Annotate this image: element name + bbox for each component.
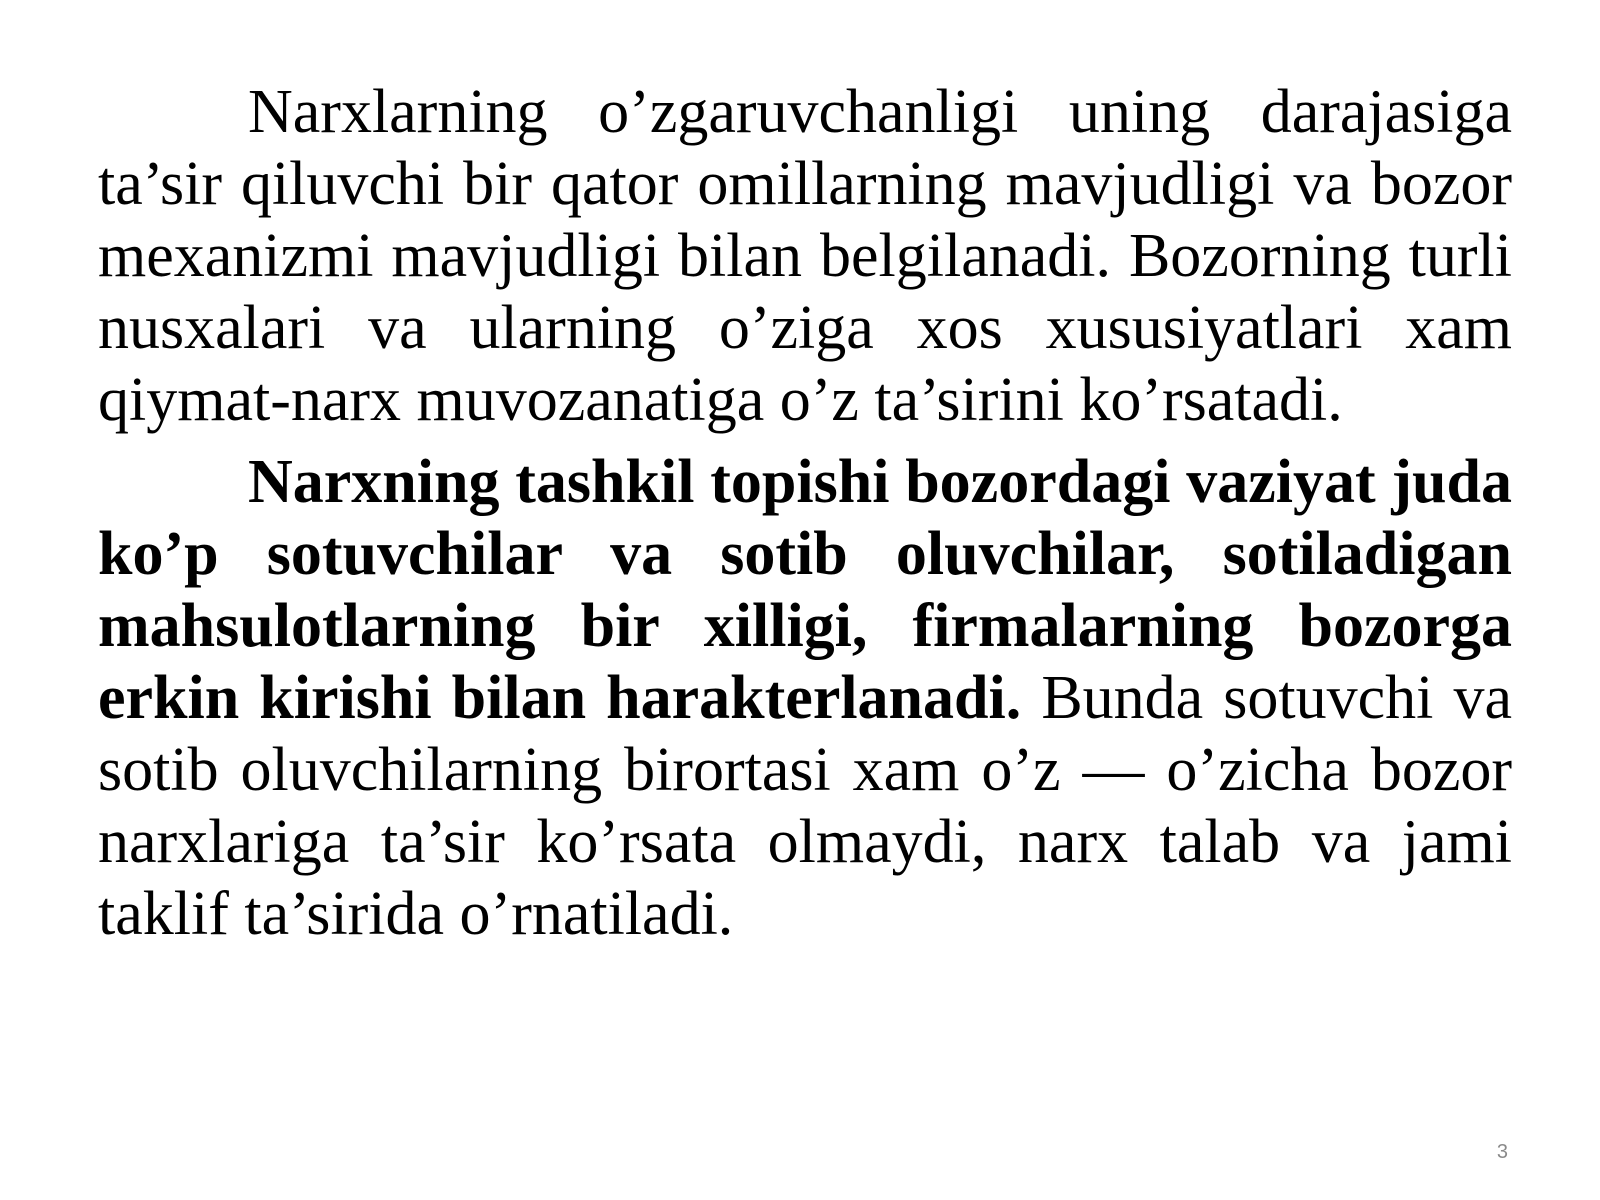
slide-body <box>98 76 1512 950</box>
paragraph-1-text: Narxlarning o’zgaruvchanligi uning darajasiga ta’sir qiluvchi bir qator omillarning mavjudligi va bozor mexanizmi mavjudligi bilan belgilanadi. Bozorning turli nusxalari va ularning o’ziga xos xususiyatlari xam qiymat-narx muvozanatiga o’z ta’sirini ko’rsatadi. <box>98 78 1512 434</box>
paragraph-1 <box>98 76 1512 436</box>
paragraph-2 <box>98 446 1512 950</box>
slide-number: 3 <box>1496 1141 1508 1163</box>
paragraph-2-text: Bunda sotuvchi va sotib oluvchilarning birortasi xam o’z — o’zicha bozor narxlariga ta’sir ko’rsata olmaydi, narx talab va jami taklif ta’sirida o’rnatiladi. <box>98 664 1512 948</box>
paragraph-2-bold-text: Narxning tashkil topishi bozordagi vaziyat juda ko’p sotuvchilar va sotib oluvchilar, sotiladigan mahsulotlarning bir xilligi, firmalarning bozorga erkin kirishi bilan harakterlanadi. <box>98 448 1512 732</box>
